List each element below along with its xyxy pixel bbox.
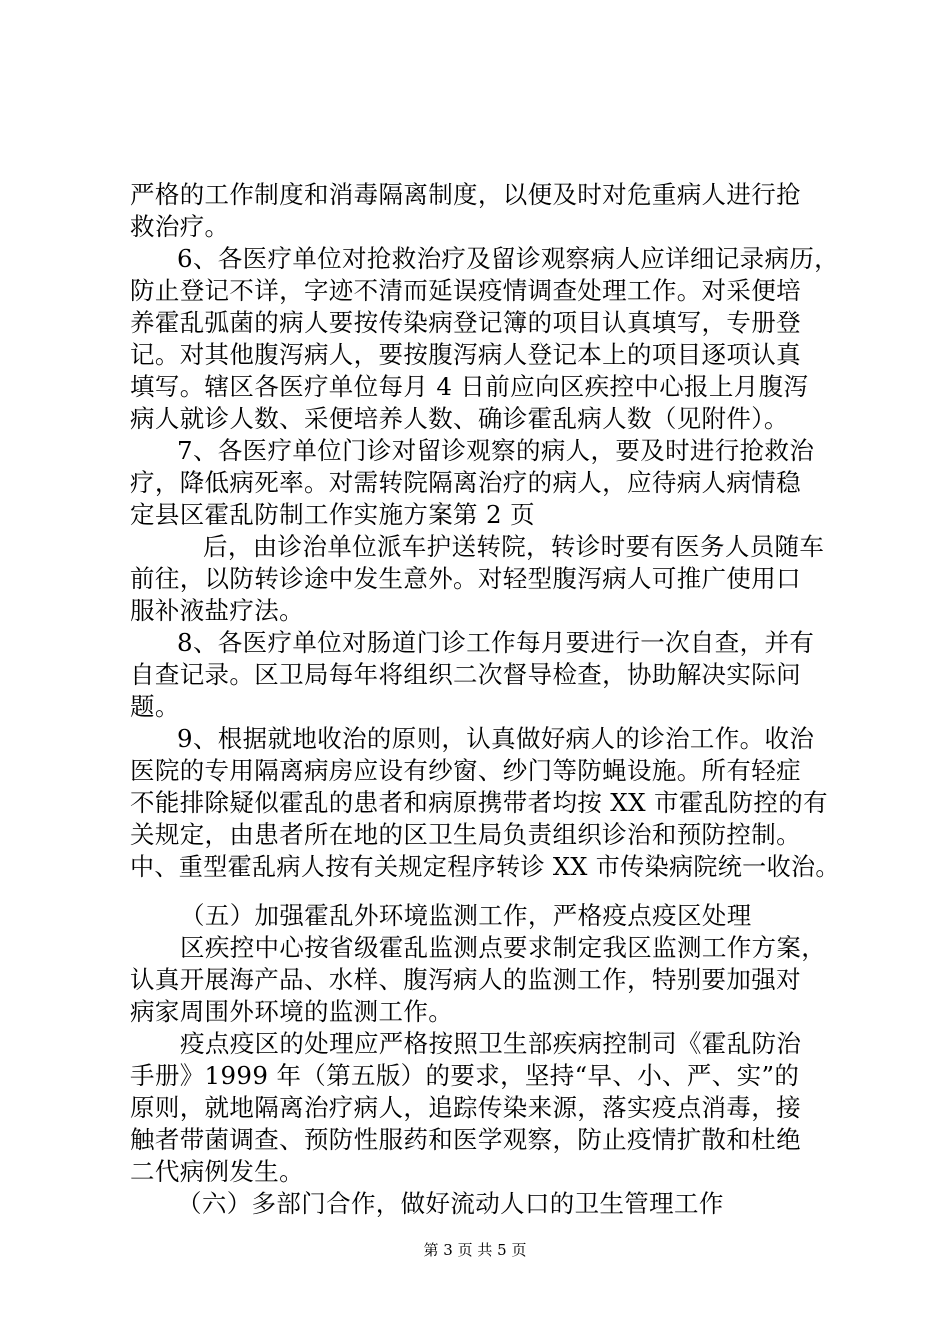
text-line: 服补液盐疗法。 [130,596,304,625]
text-line: 救治疗。 [130,212,230,241]
section-heading: （五）加强霍乱外环境监测工作，严格疫点疫区处理 [180,901,752,930]
text-line: 自查记录。区卫局每年将组织二次督导检查，协助解决实际问 [130,660,801,689]
text-line: 定县区霍乱防制工作实施方案第 2 页 [130,500,535,529]
text-line: 手册》1999 年（第五版）的要求，坚持“早、小、严、实”的 [130,1061,800,1090]
text-line: 题。 [130,692,180,721]
page-footer: 第 3 页 共 5 页 [423,1241,527,1259]
text-line: 疗，降低病死率。对需转院隔离治疗的病人，应待病人病情稳 [130,468,801,497]
text-line: 7、各医疗单位门诊对留诊观察的病人，要及时进行抢救治 [177,436,815,465]
text-line: 病人就诊人数、采便培养人数、确诊霍乱病人数（见附件）。 [130,404,789,433]
text-line: 记。对其他腹泻病人，要按腹泻病人登记本上的项目逐项认真 [130,340,801,369]
text-line: 9、根据就地收治的原则，认真做好病人的诊治工作。收治 [177,724,815,753]
text-line: 认真开展海产品、水样、腹泻病人的监测工作，特别要加强对 [130,965,801,994]
text-line: 区疾控中心按省级霍乱监测点要求制定我区监测工作方案， [180,933,827,962]
section-heading: （六）多部门合作，做好流动人口的卫生管理工作 [177,1189,724,1218]
text-line: 原则，就地隔离治疗病人，追踪传染来源，落实疫点消毒，接 [130,1093,801,1122]
text-line: 不能排除疑似霍乱的患者和病原携带者均按 XX 市霍乱防控的有 [130,788,828,817]
text-line: 病家周围外环境的监测工作。 [130,997,454,1026]
text-line: 二代病例发生。 [130,1157,304,1186]
text-line: 严格的工作制度和消毒隔离制度，以便及时对危重病人进行抢 [130,180,801,209]
text-line: 疫点疫区的处理应严格按照卫生部疾病控制司《霍乱防治 [180,1029,802,1058]
text-line: 关规定，由患者所在地的区卫生局负责组织诊治和预防控制。 [130,820,801,849]
text-line: 6、各医疗单位对抢救治疗及留诊观察病人应详细记录病历， [177,244,840,273]
text-line: 养霍乱弧菌的病人要按传染病登记簿的项目认真填写，专册登 [130,308,801,337]
text-line: 触者带菌调查、预防性服药和医学观察，防止疫情扩散和杜绝 [130,1125,801,1154]
text-line: 中、重型霍乱病人按有关规定程序转诊 XX 市传染病院统一收治。 [130,852,840,881]
text-line: 后，由诊治单位派车护送转院，转诊时要有医务人员随车 [203,532,825,561]
text-line: 防止登记不详，字迹不清而延误疫情调查处理工作。对采便培 [130,276,801,305]
text-line: 前往，以防转诊途中发生意外。对轻型腹泻病人可推广使用口 [130,564,801,593]
text-line: 8、各医疗单位对肠道门诊工作每月要进行一次自查，并有 [177,628,815,657]
text-line: 医院的专用隔离病房应设有纱窗、纱门等防蝇设施。所有轻症 [130,756,801,785]
text-line: 填写。辖区各医疗单位每月 4 日前应向区疾控中心报上月腹泻 [130,372,809,401]
